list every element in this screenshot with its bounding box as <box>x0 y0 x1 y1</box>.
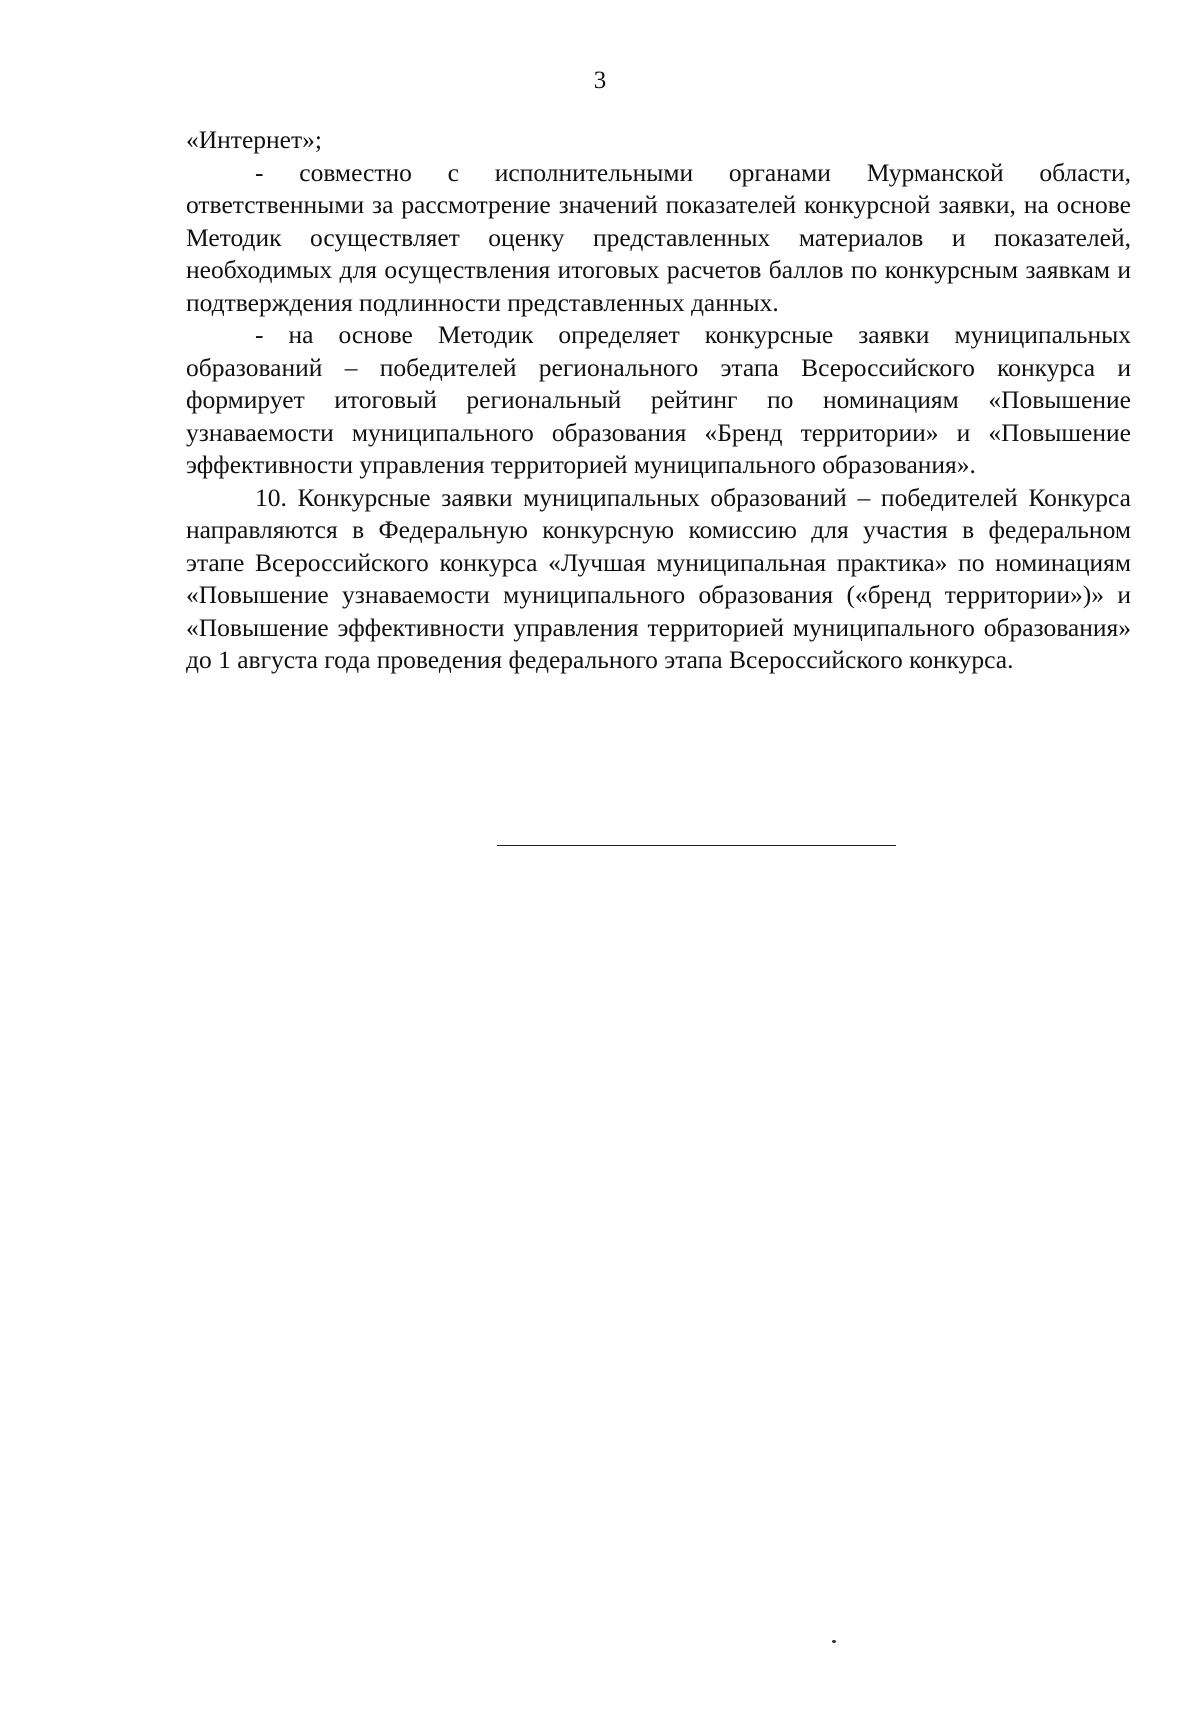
paragraph-internet-continuation: «Интернет»; <box>186 125 322 154</box>
page-number: 3 <box>593 67 607 94</box>
scan-speck <box>832 1640 836 1643</box>
paragraph-item-10: 10. Конкурсные заявки муниципальных образований – победителей Конкурса направляются в Федеральную конкурсную комиссию для участия в федеральном этапе Всероссийского конкурса «Лучшая муниципальная практика» по номинациям «Повышение узнаваемости муниципального образования («бренд территории»)» и «Повышение эффективности управления территорией муниципального образования» до 1 августа года проведения федерального этапа Всероссийского конкурса. <box>186 482 1131 674</box>
document-body <box>186 124 1131 677</box>
end-of-text-rule <box>497 845 896 846</box>
paragraph-assessment-duty: - совместно с исполнительными органами Мурманской области, ответственными за рассмотрение значений показателей конкурсной заявки, на основе Методик осуществляет оценку представленных материалов и показателей, необходимых для осуществления итоговых расчетов баллов по конкурсным заявкам и подтверждения подлинности представленных данных. <box>186 157 1131 317</box>
paragraph-winners-rating-duty: - на основе Методик определяет конкурсные заявки муниципальных образований – победителей регионального этапа Всероссийского конкурса и формирует итоговый региональный рейтинг по номинациям «Повышение узнаваемости муниципального образования «Бренд территории» и «Повышение эффективности управления территорией муниципального образования». <box>186 320 1131 479</box>
